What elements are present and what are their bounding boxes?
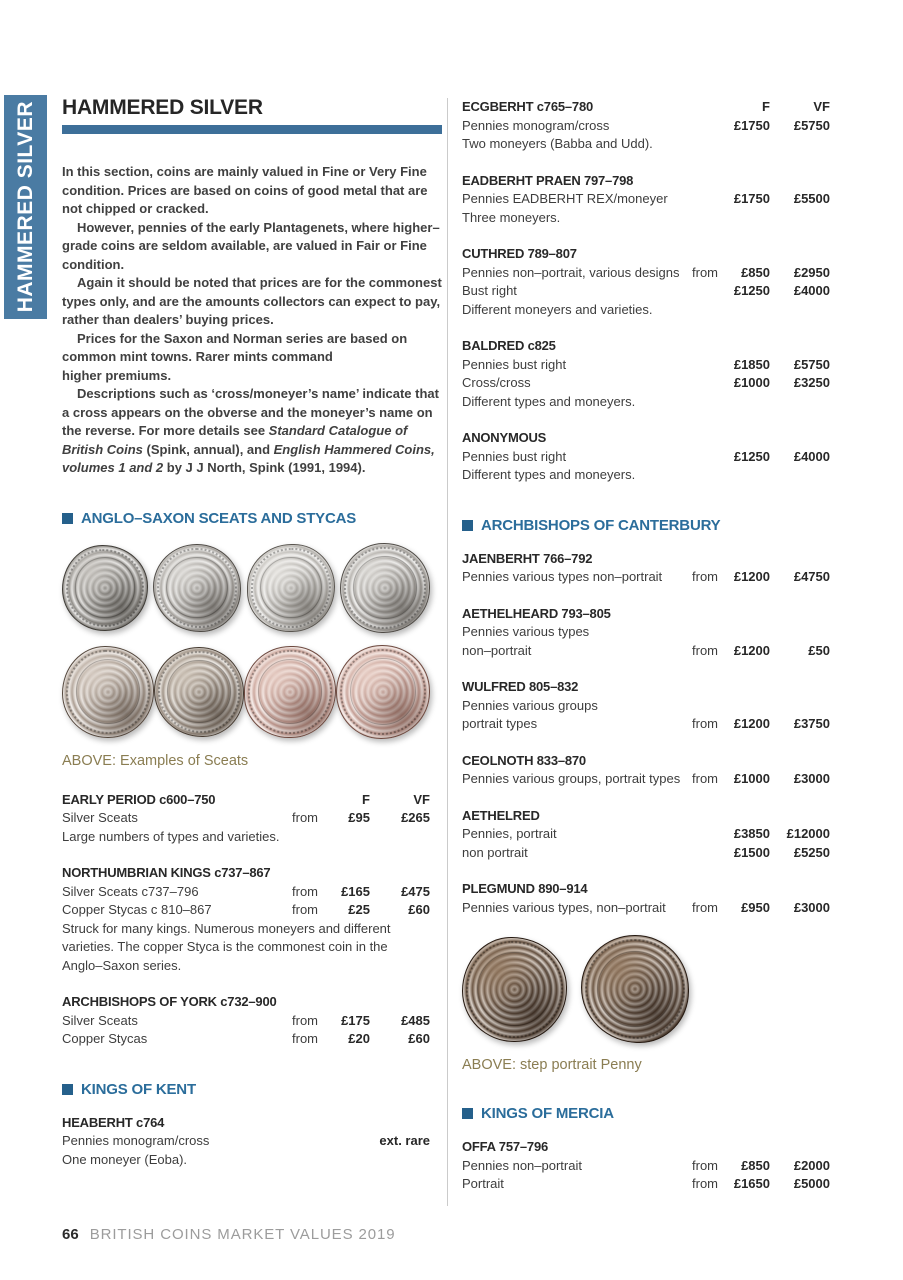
coin-description: [462, 623, 830, 642]
price-entry: [62, 864, 430, 975]
price-row: [62, 883, 430, 902]
intro-segment: However, pennies of the early Plantagenets, where higher–grade coins are seldom available, are valued in Fair or Fine condition.: [62, 219, 440, 272]
intro-segment: Descriptions such as ‘cross/moneyer’s name’ indicate that a cross appears on the obverse and the moneyer’s name on the reverse. For more details see: [62, 386, 439, 438]
grade-header-vf: VF: [813, 99, 830, 114]
intro-segment: higher premiums.: [62, 367, 172, 383]
from-label: from: [692, 716, 718, 731]
price-row: [462, 282, 830, 301]
entry-heading-row: [462, 752, 830, 771]
coin-description-text: Pennies various types non–portrait: [462, 569, 663, 584]
price-row: [62, 1030, 430, 1049]
price-very-fine: £12000: [786, 826, 830, 841]
price-row: [462, 190, 830, 209]
from-label: from: [692, 264, 718, 280]
coin-inner-circle: [597, 951, 673, 1027]
coin-description: [462, 282, 718, 301]
price-entry: [462, 807, 830, 863]
coin-description: [462, 568, 692, 587]
entry-note: One moneyer (Eoba).: [62, 1151, 188, 1167]
price-very-fine: £60: [408, 1031, 430, 1046]
from-label: from: [692, 1176, 718, 1191]
grade-header-f: F: [362, 791, 370, 807]
price-entry: [462, 98, 830, 154]
coin-description-text: Copper Stycas: [62, 1031, 148, 1046]
square-bullet-icon: [462, 520, 473, 531]
coin-caption: ABOVE: Examples of Sceats: [62, 752, 249, 769]
entry-note: Three moneyers.: [462, 209, 561, 225]
entry-heading: EADBERHT PRAEN 797–798: [462, 172, 634, 188]
coin-photos: [462, 935, 830, 1043]
entry-heading-row: [462, 605, 830, 624]
rarity-note: ext. rare: [379, 1133, 430, 1148]
coin-description-text: Pennies bust right: [462, 356, 567, 372]
page-number: 66: [62, 1226, 79, 1243]
entry-heading-row: [62, 791, 430, 810]
price-very-fine: £5750: [793, 117, 830, 133]
price-fine: £25: [348, 902, 370, 917]
price-fine: £3850: [733, 826, 770, 841]
coin-description: [462, 1157, 692, 1176]
coin-description: [462, 825, 718, 844]
coin-description-text: portrait types: [462, 716, 538, 731]
coin-description: [462, 190, 718, 209]
coin-description: [62, 1132, 379, 1151]
column-divider: [447, 98, 448, 1206]
price-entry: [462, 429, 830, 485]
entry-heading: CEOLNOTH 833–870: [462, 752, 586, 768]
coin-description-text: Copper Stycas c 810–867: [62, 902, 212, 917]
coin-image: [462, 937, 567, 1042]
coin-description: [462, 117, 718, 136]
price-very-fine: £3000: [793, 899, 830, 915]
entry-heading: NORTHUMBRIAN KINGS c737–867: [62, 865, 271, 880]
price-row: [462, 1157, 830, 1176]
price-fine: £1000: [733, 771, 770, 786]
price-very-fine: £5750: [793, 356, 830, 372]
chapter-tab: [4, 95, 47, 319]
from-label: from: [692, 1157, 718, 1173]
coin-description: [462, 1175, 692, 1194]
coin-description: [462, 770, 692, 789]
entry-heading: ARCHBISHOPS OF YORK c732–900: [62, 994, 277, 1009]
coin-description: [62, 901, 292, 920]
coin-image: [336, 645, 430, 739]
coin-description-text: Pennies various types, non–portrait: [462, 899, 666, 915]
coin-description: [462, 356, 718, 375]
price-row: [462, 623, 830, 642]
intro-segment: Again it should be noted that prices are for the commonest types only, and are the amounts collectors can expect to pay, rather than dealers’ buying prices.: [62, 275, 442, 327]
entry-heading-row: [462, 678, 830, 697]
price-very-fine: £3000: [793, 771, 830, 786]
coin-description-text: Pennies monogram/cross: [462, 117, 610, 133]
price-very-fine: £5500: [793, 191, 830, 206]
coin-image: [62, 646, 154, 738]
price-row: [462, 715, 830, 734]
from-label: from: [692, 642, 718, 658]
coin-image: [244, 646, 336, 738]
price-fine: £1200: [733, 569, 770, 584]
price-fine: £165: [341, 883, 370, 899]
entry-heading: EARLY PERIOD c600–750: [62, 791, 216, 807]
grade-header-f: F: [762, 99, 770, 114]
entry-heading-row: [62, 864, 430, 883]
section-header: [462, 1105, 830, 1122]
entry-note: Struck for many kings. Numerous moneyers and different varieties. The copper Styca is the commonest coin in the Anglo–Saxon series.: [62, 920, 391, 973]
page-title: HAMMERED SILVER: [62, 96, 263, 119]
italic-reference-text: English Hammered Coins, volumes 1 and 2: [62, 441, 435, 475]
square-bullet-icon: [462, 1108, 473, 1119]
price-row: [462, 697, 830, 716]
from-label: from: [292, 1031, 318, 1046]
coin-description: [462, 715, 692, 734]
intro-segment: by J J North, Spink (1991, 1994).: [163, 460, 366, 475]
left-column-blocks: [62, 510, 430, 1170]
price-row: [462, 1175, 830, 1194]
coin-description-text: Pennies monogram/cross: [62, 1133, 210, 1148]
coin-inner-circle: [258, 659, 323, 724]
entry-heading: ECGBERHT c765–780: [462, 99, 593, 114]
entry-heading-row: [462, 1138, 830, 1157]
entry-heading: JAENBERHT 766–792: [462, 550, 593, 566]
coin-description: [62, 1012, 292, 1031]
price-entry: [62, 1114, 430, 1170]
entry-heading: BALDRED c825: [462, 338, 556, 353]
price-very-fine: £5250: [793, 844, 830, 860]
entry-heading: CUTHRED 789–807: [462, 246, 577, 261]
coin-description: [462, 642, 692, 661]
price-very-fine: £475: [401, 883, 430, 899]
price-fine: £850: [741, 1157, 770, 1173]
entry-note: Two moneyers (Babba and Udd).: [462, 136, 653, 151]
coin-description-text: Pennies various types: [462, 624, 590, 639]
price-fine: £850: [741, 264, 770, 280]
entry-heading: HEABERHT c764: [62, 1114, 165, 1130]
coin-inner-circle: [350, 658, 416, 724]
intro-paragraph: [62, 274, 444, 330]
coin-description-text: Pennies various groups, portrait types: [462, 771, 681, 786]
price-row: [462, 899, 830, 918]
coin-image: [153, 544, 241, 632]
entry-note: Large numbers of types and varieties.: [62, 828, 280, 844]
price-entry: [62, 791, 430, 847]
from-label: from: [292, 902, 318, 917]
coin-description-text: Pennies EADBERHT REX/moneyer: [462, 191, 668, 206]
price-fine: £1500: [733, 844, 770, 860]
entry-heading-row: [462, 98, 830, 117]
from-label: from: [292, 810, 318, 825]
price-very-fine: £265: [401, 810, 430, 825]
price-row: [462, 264, 830, 283]
price-row: [462, 448, 830, 467]
price-row: [462, 117, 830, 136]
price-entry: [462, 880, 830, 917]
entry-heading-row: [462, 550, 830, 569]
price-fine: £1250: [733, 448, 770, 464]
coin-description: [62, 809, 292, 828]
coin-image: [340, 543, 430, 633]
coin-caption: ABOVE: step portrait Penny: [462, 1057, 642, 1073]
price-entry: [462, 1138, 830, 1194]
price-fine: £1650: [733, 1176, 770, 1191]
coin-inner-circle: [353, 556, 416, 619]
coin-description-text: Bust right: [462, 283, 517, 298]
coin-description: [62, 1030, 292, 1049]
price-fine: £1750: [733, 117, 770, 133]
coin-description-text: Pennies non–portrait: [462, 1157, 582, 1173]
left-column: [62, 96, 442, 1187]
price-row: [462, 568, 830, 587]
from-label: from: [692, 899, 718, 915]
section-header-label: ANGLO–SAXON SCEATS AND STYCAS: [81, 509, 357, 527]
entry-heading-row: [462, 337, 830, 356]
intro-paragraph: [62, 163, 444, 219]
intro-text: [62, 163, 444, 478]
coin-description-text: Pennies various groups: [462, 697, 598, 713]
entry-note: Different moneyers and varieties.: [462, 301, 653, 317]
section-header: [62, 1081, 430, 1098]
price-row: [462, 844, 830, 863]
from-label: from: [292, 883, 318, 899]
price-very-fine: £3750: [793, 716, 830, 731]
price-row: [462, 770, 830, 789]
intro-segment: In this section, coins are mainly valued in Fine or Very Fine condition. Prices are based on coins of good metal that are not chipped or cracked.: [62, 164, 428, 216]
price-entry: [462, 245, 830, 319]
price-row: [62, 901, 430, 920]
price-very-fine: £2950: [793, 264, 830, 280]
coin-description: [462, 899, 692, 918]
italic-reference-text: Standard Catalogue of British Coins: [62, 423, 408, 457]
price-fine: £20: [348, 1031, 370, 1046]
price-fine: £1000: [733, 375, 770, 390]
entry-heading-row: [462, 245, 830, 264]
coin-description-text: Pennies bust right: [462, 448, 567, 464]
section-header: [62, 510, 430, 527]
coin-description-text: non portrait: [462, 844, 528, 860]
coin-description-text: Silver Sceats c737–796: [62, 883, 199, 899]
coin-inner-circle: [75, 557, 136, 618]
price-fine: £1850: [733, 356, 770, 372]
price-fine: £1200: [733, 642, 770, 658]
intro-paragraph: [62, 385, 444, 478]
entry-note: Different types and moneyers.: [462, 393, 636, 409]
coin-description: [462, 374, 718, 393]
price-row: [462, 642, 830, 661]
coin-description: [462, 448, 718, 467]
coin-description-text: Pennies non–portrait, various designs: [462, 264, 680, 280]
right-column: [462, 98, 830, 1212]
entry-heading-row: [62, 993, 430, 1012]
entry-heading: PLEGMUND 890–914: [462, 881, 588, 896]
coin-description-text: Cross/cross: [462, 375, 531, 390]
section-header-label: ARCHBISHOPS OF CANTERBURY: [481, 516, 721, 534]
price-very-fine: £3250: [793, 375, 830, 390]
entry-heading: ANONYMOUS: [462, 430, 547, 445]
entry-heading-row: [62, 1114, 430, 1133]
price-entry: [462, 337, 830, 411]
entry-heading-row: [462, 429, 830, 448]
price-very-fine: £5000: [793, 1176, 830, 1191]
entry-heading: AETHELHEARD 793–805: [462, 605, 611, 621]
from-label: from: [692, 569, 718, 584]
entry-heading: WULFRED 805–832: [462, 679, 579, 694]
price-row: [62, 1012, 430, 1031]
coin-description-text: Pennies, portrait: [462, 826, 557, 841]
book-title: BRITISH COINS MARKET VALUES 2019: [89, 1226, 396, 1243]
entry-heading-row: [462, 880, 830, 899]
title-underline-bar: [62, 125, 442, 134]
section-header: [462, 517, 830, 534]
price-fine: £175: [341, 1012, 370, 1028]
entry-note: Different types and moneyers.: [462, 467, 636, 482]
coin-photos: [62, 543, 430, 739]
coin-description-text: Portrait: [462, 1176, 504, 1191]
price-very-fine: £2000: [793, 1157, 830, 1173]
price-very-fine: £4000: [793, 283, 830, 298]
coin-inner-circle: [477, 952, 551, 1026]
from-label: from: [292, 1012, 318, 1028]
price-row: [462, 825, 830, 844]
price-fine: £1750: [733, 191, 770, 206]
coin-description-text: Silver Sceats: [62, 1012, 138, 1028]
price-row: [462, 356, 830, 375]
price-very-fine: £4000: [793, 448, 830, 464]
price-very-fine: £485: [401, 1012, 430, 1028]
intro-segment: (Spink, annual), and: [142, 441, 274, 457]
section-header-label: KINGS OF MERCIA: [481, 1105, 614, 1122]
price-very-fine: £60: [408, 902, 430, 917]
price-fine: £95: [348, 810, 370, 825]
price-row: [462, 374, 830, 393]
intro-segment: Prices for the Saxon and Norman series are based on common mint towns. Rarer mints command: [62, 330, 408, 364]
entry-heading-row: [462, 172, 830, 191]
price-entry: [462, 172, 830, 228]
price-entry: [462, 752, 830, 789]
coin-description: [62, 883, 292, 902]
coin-description-text: non–portrait: [462, 642, 532, 658]
coin-inner-circle: [76, 659, 141, 724]
price-fine: £1250: [733, 283, 770, 298]
price-fine: £950: [741, 899, 770, 915]
price-entry: [462, 605, 830, 661]
price-very-fine: £4750: [793, 569, 830, 584]
coin-description: [462, 844, 718, 863]
price-entry: [462, 550, 830, 587]
coin-image: [62, 545, 148, 631]
coin-description: [462, 264, 692, 283]
coin-inner-circle: [167, 660, 230, 723]
square-bullet-icon: [62, 513, 73, 524]
page-footer: [62, 1226, 396, 1243]
from-label: from: [692, 771, 718, 786]
coin-image: [581, 935, 689, 1043]
entry-heading: OFFA 757–796: [462, 1139, 549, 1154]
right-column-blocks: [462, 98, 830, 1194]
intro-paragraph: [62, 219, 444, 275]
entry-heading: AETHELRED: [462, 807, 540, 823]
price-fine: £1200: [733, 716, 770, 731]
price-very-fine: £50: [808, 642, 830, 658]
price-row: [62, 1132, 430, 1151]
entry-heading-row: [462, 807, 830, 826]
chapter-tab-label: HAMMERED SILVER: [13, 101, 37, 313]
square-bullet-icon: [62, 1084, 73, 1095]
section-header-label: KINGS OF KENT: [81, 1080, 196, 1098]
coin-image: [154, 647, 244, 737]
grade-header-vf: VF: [413, 791, 430, 807]
coin-description: [462, 697, 830, 716]
price-row: [62, 809, 430, 828]
intro-paragraph: [62, 330, 444, 386]
price-entry: [62, 993, 430, 1049]
coin-description-text: Silver Sceats: [62, 810, 138, 825]
coin-inner-circle: [260, 557, 322, 619]
price-entry: [462, 678, 830, 734]
coin-image: [247, 544, 335, 632]
